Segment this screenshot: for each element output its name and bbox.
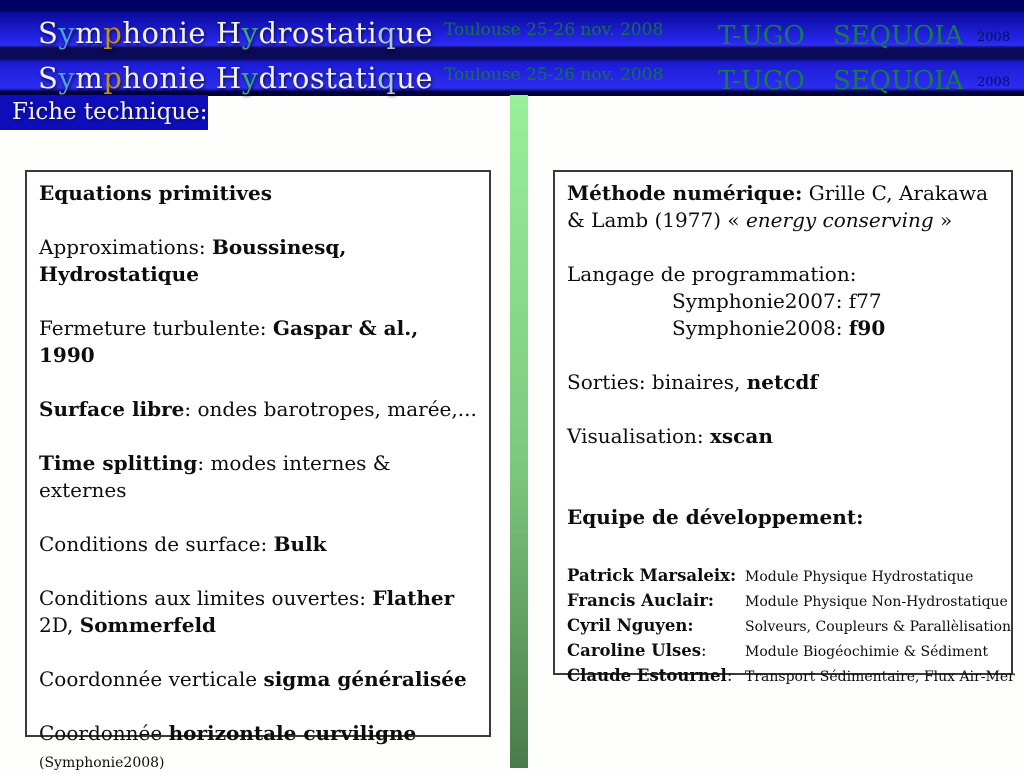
title-letter: drostati [258, 61, 378, 95]
org-sequoia: SEQUOIA [833, 21, 964, 51]
paragraph [567, 288, 999, 315]
text-segment: : modes internes & externes [39, 451, 391, 502]
paragraph [567, 369, 999, 396]
team-member-name: Caroline Ulses: [567, 641, 707, 660]
text-segment: f90 [848, 316, 886, 340]
text-segment: horizontale curviligne [168, 721, 417, 745]
venue-text: Toulouse 25-26 nov. 2008 [444, 20, 664, 40]
paragraph [39, 315, 477, 369]
paragraph [39, 666, 477, 693]
paragraph [567, 423, 999, 450]
paragraph [39, 531, 477, 558]
text-segment: Hydrostatique [39, 262, 199, 286]
team-list [567, 563, 1015, 688]
text-segment: Sommerfeld [79, 613, 217, 637]
title-letter: q [377, 16, 397, 50]
text-segment: Fermeture turbulente: [39, 316, 273, 340]
paragraph [567, 504, 999, 531]
text-segment: Gaspar & al., 1990 [39, 316, 419, 367]
title-letter: honie H [122, 16, 242, 50]
slide-title [38, 16, 433, 50]
text-segment: Time splitting [39, 451, 198, 475]
text-segment: energy conserving [745, 208, 934, 232]
title-letter: p [103, 16, 123, 50]
fiche-technique-label: Fiche technique: [0, 95, 208, 130]
text-segment: Approximations: [39, 235, 212, 259]
divider-stripe [510, 95, 528, 768]
paragraph [39, 396, 477, 423]
team-member-name: Patrick Marsaleix: [567, 566, 737, 585]
paragraph [39, 180, 477, 207]
title-letter: y [58, 61, 76, 95]
text-segment: : ondes barotropes, marée,... [184, 397, 477, 421]
text-segment: Méthode numérique: [567, 181, 803, 205]
team-member-name: Cyril Nguyen: [567, 616, 694, 635]
text-segment: Conditions aux limites ouvertes: [39, 586, 373, 610]
paragraph [39, 720, 477, 774]
org-sequoia-duplicate: SEQUOIA [833, 66, 964, 96]
paragraph [567, 315, 999, 342]
text-segment: Grille C, Arakawa [802, 181, 988, 205]
text-segment: Visualisation: [567, 424, 710, 448]
equations-primitives-box [25, 170, 491, 771]
slide-title-duplicate [38, 61, 433, 95]
title-letter: p [103, 61, 123, 95]
text-segment: » [933, 208, 953, 232]
text-segment: Symphonie2008: [672, 316, 849, 340]
paragraph [567, 180, 999, 234]
title-letter: S [38, 16, 59, 50]
header [0, 0, 1024, 96]
text-segment: Coordonnée verticale [39, 667, 264, 691]
methode-numerique-box [553, 170, 1015, 685]
team-member-role: Module Physique Non-Hydrostatique [745, 594, 1008, 610]
text-segment: Bulk [273, 532, 327, 556]
paragraph [567, 261, 999, 288]
title-letter: ue [396, 61, 434, 95]
year-text: 2008 [977, 30, 1011, 45]
title-letter: honie H [122, 61, 242, 95]
text-segment: Surface libre [39, 397, 185, 421]
title-letter: drostati [258, 16, 378, 50]
paragraph [39, 585, 477, 639]
header-row-1 [0, 12, 1024, 56]
title-letter: S [38, 61, 59, 95]
text-segment: 2D, [39, 613, 80, 637]
title-letter: m [75, 61, 104, 95]
team-row [567, 663, 1015, 688]
text-segment: Flather [372, 586, 455, 610]
team-row [567, 638, 999, 663]
text-segment: (Symphonie2008) [39, 755, 165, 771]
text-segment: Langage de programmation: [567, 262, 857, 286]
team-row [567, 613, 1012, 638]
team-member-role: Module Physique Hydrostatique [745, 569, 974, 585]
text-segment: & Lamb (1977) « [567, 208, 746, 232]
venue-text-duplicate: Toulouse 25-26 nov. 2008 [444, 65, 664, 85]
text-segment: Conditions de surface: [39, 532, 274, 556]
title-letter: q [377, 61, 397, 95]
team-member-role: Transport Sédimentaire, Flux Air-Mer [745, 669, 1015, 685]
title-letter: y [58, 16, 76, 50]
text-segment: Symphonie2007: f77 [672, 289, 882, 313]
team-member-name: Francis Auclair: [567, 591, 715, 610]
text-segment: Equipe de développement: [567, 505, 864, 529]
text-segment: Sorties: binaires, [567, 370, 747, 394]
org-tugo: T-UGO [718, 21, 805, 51]
title-letter: ue [396, 16, 434, 50]
paragraph [39, 234, 477, 288]
text-segment: xscan [710, 424, 773, 448]
team-member-role: Solveurs, Coupleurs & Parallèlisation [745, 619, 1012, 635]
org-tugo-duplicate: T-UGO [718, 66, 805, 96]
team-row [567, 588, 1008, 613]
team-row [567, 563, 999, 588]
team-member-role: Module Biogéochimie & Sédiment [745, 644, 989, 660]
text-segment: netcdf [746, 370, 818, 394]
title-letter: y [241, 16, 259, 50]
text-segment: Coordonnée [39, 721, 169, 745]
year-text-duplicate: 2008 [977, 75, 1011, 90]
text-segment: sigma généralisée [263, 667, 467, 691]
text-segment: Equations primitives [39, 181, 272, 205]
team-member-name: Claude Estournel: [567, 666, 733, 685]
title-letter: m [75, 16, 104, 50]
paragraph [39, 450, 477, 504]
text-segment: Boussinesq, [211, 235, 347, 259]
title-letter: y [241, 61, 259, 95]
